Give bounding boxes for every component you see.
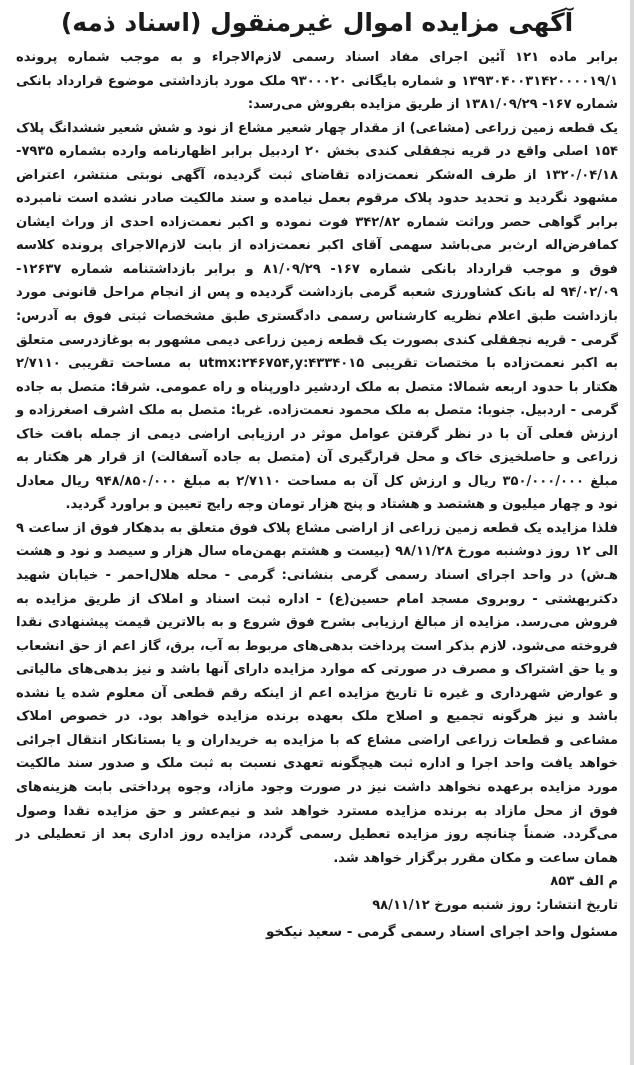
auction-notice (6, 0, 626, 1063)
property-description-paragraph: یک قطعه زمین زراعی (مشاعی) از مقدار چهار شعیر مشاع از نود و شش شعیر ششدانگ پلاک ۱۵۴ اصلی واقع در قریه نجفقلی کندی بخش ۲۰ اردبیل برابر اظهارنامه وارده بشماره ۷۹۳۵- ۱۳۲۰/۰۴/۱۸ از طرف اله‌شکر نعمت‌زاده تقاضای ثبت گردیده، آگهی نوبتی منتشر، اعتراض مشهود نگردید و تحدید حدود پلاک مرقوم بعمل نیامده و سند مالکیت صادر نشده است نامبرده برابر گواهی حصر وراثت شماره ۳۴۲/۸۲ فوت نموده و اکبر نعمت‌زاده احدی از وراث ایشان کمافرض‌اله ارث‌بر می‌باشد سهمی آقای اکبر نعمت‌زاده از بابت لازم‌الاجرای پرونده کلاسه فوق و موجب قرارداد بانکی شماره ۱۶۷- ۸۱/۰۹/۲۹ و برابر بازداشتنامه شماره ۱۲۶۳۷- ۹۴/۰۲/۰۹ له بانک کشاورزی شعبه گرمی بازداشت گردیده و پس از انجام مراحل قانونی مورد بازداشت طبق اعلام نظریه کارشناس رسمی دادگستری طبق مشخصات ثبتی فوق به آدرس: گرمی - قریه نجفقلی کندی بصورت یک قطعه زمین زراعی دیمی مشهور به بوغازدرسی متعلق به اکبر نعمت‌زاده با مختصات تقریبی utmx:۲۴۶۷۵۴,y:۴۳۳۴۰۱۵ به مساحت تقریبی ۲/۷۱۱۰ هکتار با حدود اربعه شمالا: متصل به ملک اردشیر داورپناه و راه عمومی. شرقا: متصل به جاده گرمی - اردبیل. جنوبا: متصل به ملک محمود نعمت‌زاده. غربا: متصل به ملک اشرف اصغرزاده و ارزش فعلی آن با در نظر گرفتن عوامل موثر در ارزیابی اراضی دیمی از جمله بافت خاک زراعی و حاصلخیزی خاک و محل قرارگیری آن (متصل به جاده آسفالت) از قرار هر هکتار به مبلغ ۳۵۰/۰۰۰/۰۰۰ ریال و ارزش کل آن به مساحت ۲/۷۱۱۰ به مبلغ ۹۴۸/۸۵۰/۰۰۰ ریال معادل نود و چهار میلیون و هشتصد و هشتاد و پنج هزار تومان وجه رایج تعیین و براورد گردید. (16, 120, 619, 513)
signature-line: مسئول واحد اجرای اسناد رسمی گرمی - سعید نیکخو (266, 924, 618, 941)
notice-title: آگهی مزایده اموال غیرمنقول (اسناد ذمه) (60, 8, 574, 37)
reference-code: م الف ۸۵۳ (550, 874, 618, 890)
auction-terms-paragraph: فلذا مزایده یک قطعه زمین زراعی از اراضی مشاع پلاک فوق متعلق به بدهکار فوق از ساعت ۹ الی ۱۲ روز دوشنبه مورخ ۹۸/۱۱/۲۸ (بیست و هشتم بهمن‌ماه سال هزار و سیصد و نود و هشت هـ‌ش) در واحد اجرای اسناد رسمی گرمی بنشانی: گرمی - محله هلال‌احمر - خیابان شهید دکتربهشتی - روبروی مسجد امام حسین(ع) - اداره ثبت اسناد و املاک از طریق مزایده به فروش می‌رسد. مزایده از مبالغ ارزیابی بشرح فوق شروع و به بالاترین قیمت پیشنهادی نقدا فروخته می‌شود. لازم بذکر است پرداخت بدهی‌های مربوط به آب، برق، گاز اعم از حق انشعاب و یا حق اشتراک و مصرف در صورتی که موارد مزایده دارای آنها باشد و نیز بدهی‌های مالیاتی و عوارض شهرداری و غیره تا تاریخ مزایده اعم از اینکه رقم قطعی آن معلوم شده یا نشده باشد و نیز هرگونه تجمیع و اصلاح ملک بعهده برنده مزایده خواهد بود. در خصوص املاک مشاعی و قطعات زراعی اراضی مشاع که با مزایده به خریداران و یا بستانکار انتقال اجرائی خواهد یافت واحد اجرا و اداره ثبت هیچگونه تعهدی نسبت به ثبت ملک و صدور سند مالکیت مورد مزایده برعهده نخواهد داشت نیز در صورت وجود مازاد، وجوه پرداختی بابت هزینه‌های فوق از محل مازاد به برنده مزایده مسترد خواهد شد و نیم‌عشر و حق مزایده نقدا وصول می‌گردد. ضمناً چنانچه روز مزایده تعطیل رسمی گردد، مزایده روز اداری بعد از تعطیلی در همان ساعت و مکان مقرر برگزار خواهد شد. (15, 520, 618, 866)
page-edge (630, 0, 634, 1065)
intro-paragraph: برابر ماده ۱۲۱ آئین اجرای مفاد اسناد رسمی لازم‌الاجراء و به موجب شماره پرونده ۱۳۹۳۰۴۰۰۳۱۴۲۰۰۰۰۱۹/۱ و شماره بایگانی ۹۳۰۰۰۲۰ ملک مورد بازداشتی موضوع قرارداد بانکی شماره ۱۶۷- ۱۳۸۱/۰۹/۲۹ از طریق مزایده بفروش می‌رسد: (16, 50, 618, 113)
publish-date: تاریخ انتشار: روز شنبه مورخ ۹۸/۱۱/۱۲ (372, 897, 618, 913)
